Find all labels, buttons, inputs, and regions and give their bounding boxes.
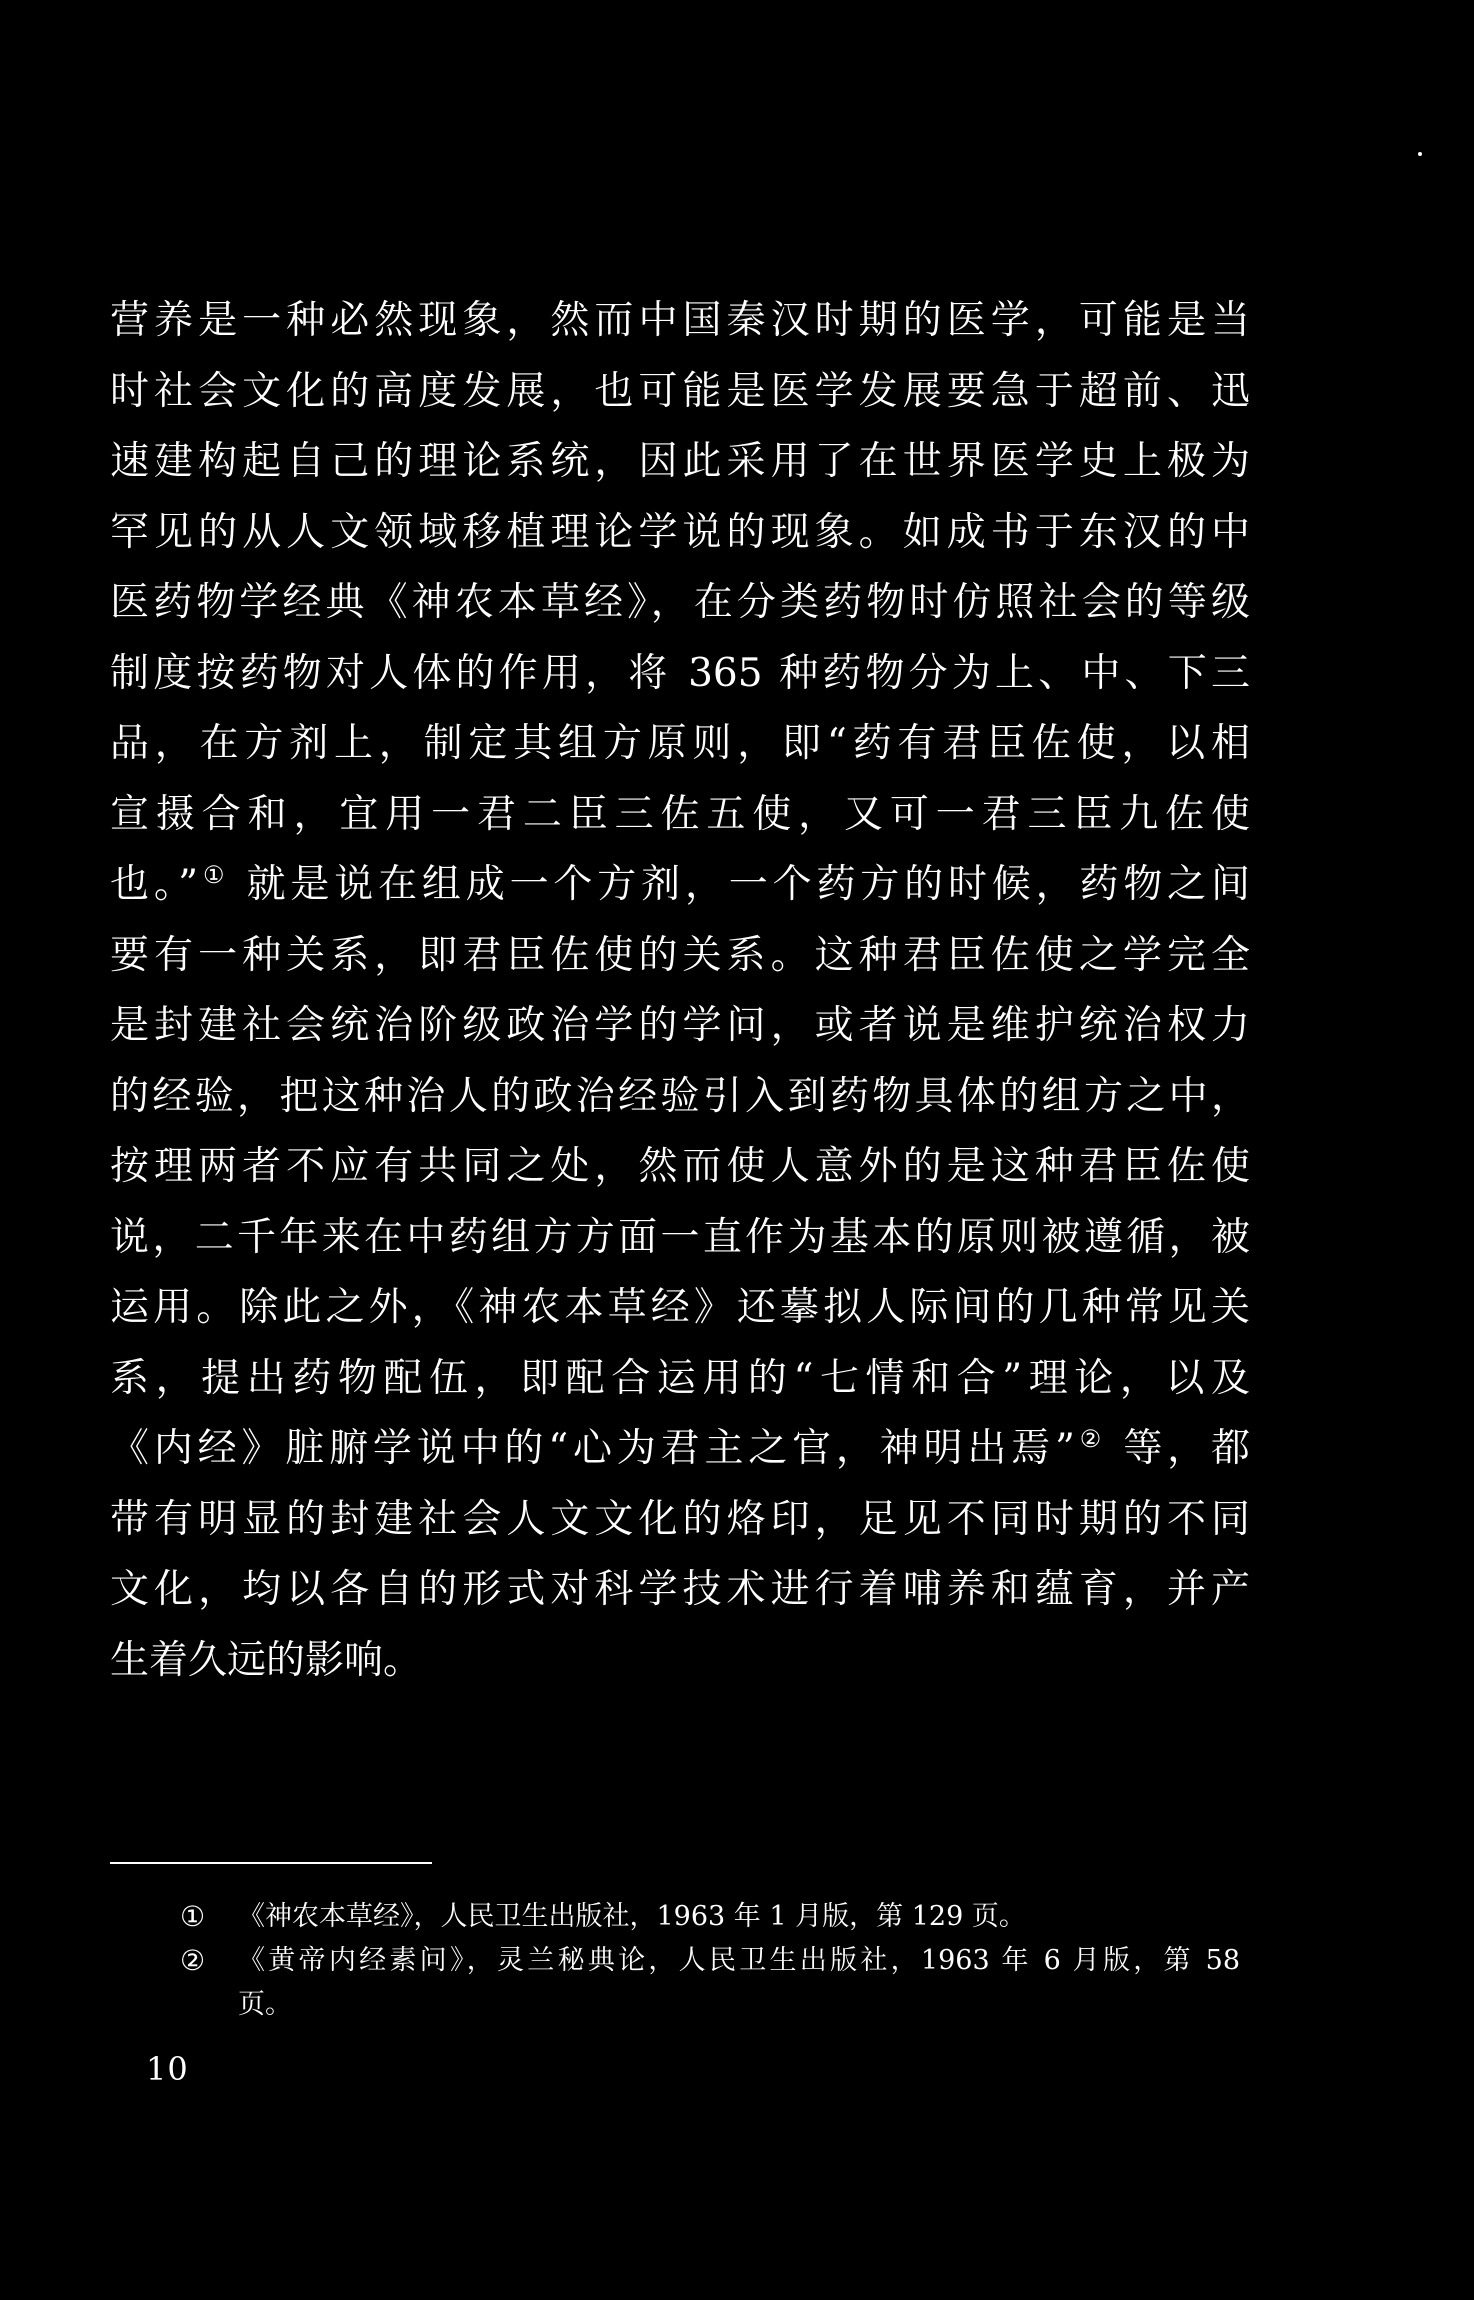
text-line: 宣摄合和，宜用一君二臣三佐五使，又可一君三臣九佐使: [110, 791, 1250, 837]
footnote-2: [180, 1939, 1240, 2027]
text-line: 要有一种关系，即君臣佐使的关系。这种君臣佐使之学完全: [110, 932, 1250, 978]
footnote-ref-1[interactable]: ①: [198, 861, 230, 889]
footnotes: [180, 1895, 1240, 2027]
page-number: 10: [146, 2050, 189, 2088]
text-line: 时社会文化的高度发展，也可能是医学发展要急于超前、迅: [110, 368, 1250, 414]
line-text: 就是说在组成一个方剂，一个药方的时候，药物之间: [229, 862, 1250, 907]
text-line: 系，提出药物配伍，即配合运用的“七情和合”理论，以及: [110, 1355, 1250, 1401]
text-line: 罕见的从人文领域移植理论学说的现象。如成书于东汉的中: [110, 509, 1250, 555]
text-line: 制度按药物对人体的作用，将 365 种药物分为上、中、下三: [110, 650, 1250, 696]
footnote-text: 《神农本草经》，人民卫生出版社，1963 年 1 月版，第 129 页。: [238, 1901, 1026, 1932]
text-line: 文化，均以各自的形式对科学技术进行着哺养和蕴育，并产: [110, 1567, 1250, 1612]
text-line: 生着久远的影响。: [110, 1637, 423, 1683]
line-text: 等，都: [1106, 1426, 1251, 1471]
line-text: 《内经》脏腑学说中的“心为君主之官，神明出焉”: [110, 1426, 1075, 1471]
footnote-ref-2[interactable]: ②: [1074, 1425, 1107, 1453]
text-line: 医药物学经典《神农本草经》，在分类药物时仿照社会的等级: [110, 580, 1250, 625]
text-line: 是封建社会统治阶级政治学的学问，或者说是维护统治权力: [110, 1003, 1250, 1048]
text-line: 的经验，把这种治人的政治经验引入到药物具体的组方之中，: [110, 1073, 1250, 1119]
text-line: 按理两者不应有共同之处，然而使人意外的是这种君臣佐使: [110, 1144, 1250, 1189]
footnote-marker: ①: [180, 1900, 206, 1933]
text-line: 说，二千年来在中药组方方面一直作为基本的原则被遵循，被: [110, 1214, 1250, 1260]
text-line: [110, 1414, 1250, 1485]
footnote-1: [180, 1895, 1240, 1939]
footnote-text: 页。: [238, 1989, 292, 2020]
text-line: 品，在方剂上，制定其组方原则，即“药有君臣佐使，以相: [110, 721, 1250, 766]
footnote-divider: [110, 1862, 432, 1864]
line-text: 也。”: [110, 862, 199, 907]
text-line: 速建构起自己的理论系统，因此采用了在世界医学史上极为: [110, 439, 1250, 484]
body-text: [110, 286, 1250, 1696]
footnote-marker: ②: [180, 1944, 206, 1977]
text-line: 营养是一种必然现象，然而中国秦汉时期的医学，可能是当: [110, 298, 1250, 343]
text-line: [110, 850, 1250, 921]
text-line: 运用。除此之外，《神农本草经》还摹拟人际间的几种常见关: [110, 1285, 1250, 1330]
scan-speck: [1418, 152, 1422, 156]
footnote-text: 《黄帝内经素问》，灵兰秘典论，人民卫生出版社，1963 年 6 月版，第 58: [238, 1945, 1240, 1976]
text-line: 带有明显的封建社会人文文化的烙印，足见不同时期的不同: [110, 1496, 1250, 1542]
